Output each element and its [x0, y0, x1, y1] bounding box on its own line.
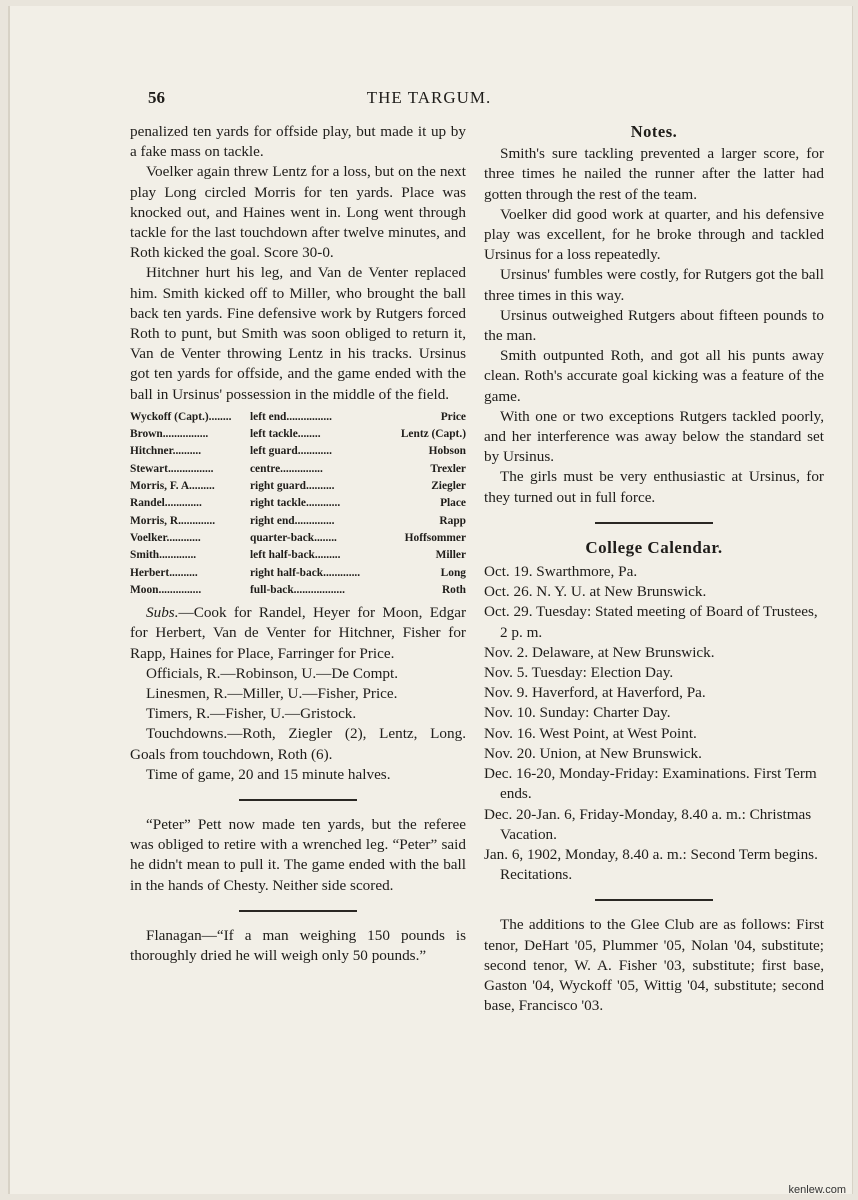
note-paragraph: With one or two exceptions Rutgers tackled poorly, and her interference was away below the standard set by Ursinus.: [484, 407, 824, 466]
rutgers-player: Voelker............: [130, 531, 201, 544]
calendar-item: Nov. 20. Union, at New Brunswick.: [484, 744, 702, 762]
calendar-item: Nov. 5. Tuesday: Election Day.: [484, 664, 674, 682]
section-divider: [239, 799, 357, 801]
calendar-item: Oct. 26. N. Y. U. at New Brunswick.: [484, 583, 707, 601]
peter-paragraph: “Peter” Pett now made ten yards, but the referee was obliged to retire with a wrenched leg. “Peter” said he didn't mean to pull it. The game ended with the ball in the hands of Chesty. Neither side scored.: [130, 815, 466, 894]
rutgers-player: Wyckoff (Capt.)........: [130, 410, 232, 423]
lineup-position: full-back..................: [250, 583, 345, 596]
note-paragraph: The girls must be very enthusiastic at Ursinus, for they turned out in full force.: [484, 468, 824, 506]
calendar-item: Nov. 10. Sunday: Charter Day.: [484, 704, 671, 722]
left-column: [130, 122, 466, 966]
note-paragraph: Smith's sure tackling prevented a larger score, for three times he nailed the runner after the latter had gotten through the rest of the team.: [484, 145, 824, 203]
game-paragraph: Hitchner hurt his leg, and Van de Venter replaced him. Smith kicked off to Miller, who brought the ball back ten yards. Fine defensive work by Rutgers forced Roth to punt, but Smith was soon obliged to return it, Van de Venter throwing Lentz in his tracks. Ursinus got ten yards for offside, and the game ended with the ball in Ursinus' possession in the middle of the field.: [130, 264, 466, 403]
substitutes-paragraph: [130, 603, 466, 664]
lineup-row: [130, 478, 466, 495]
lineup-position: left tackle........: [250, 428, 321, 441]
game-paragraph: penalized ten yards for offside play, but made it up by a fake mass on tackle.: [130, 123, 466, 161]
lineup-row: [130, 426, 466, 443]
rutgers-player: Smith.............: [130, 549, 197, 562]
ursinus-player: Ziegler: [431, 480, 466, 493]
lineup-row: [130, 582, 466, 599]
ursinus-player: Price: [440, 410, 466, 423]
lineup-position: left guard............: [250, 445, 332, 458]
lineup-position: right tackle............: [250, 497, 341, 510]
lineup-row: [130, 547, 466, 564]
ursinus-player: Lentz (Capt.): [400, 428, 466, 441]
rutgers-player: Herbert..........: [130, 566, 198, 579]
officials-line: Officials, R.—Robinson, U.—De Compt.: [146, 664, 398, 682]
lineup-row: [130, 565, 466, 582]
rutgers-player: Morris, F. A.........: [130, 480, 215, 493]
calendar-item: Oct. 29. Tuesday: Stated meeting of Board of Trustees, 2 p. m.: [484, 603, 818, 641]
lineup-row: [130, 443, 466, 460]
section-divider: [595, 899, 713, 901]
lineup-row: [130, 461, 466, 478]
ursinus-player: Long: [440, 566, 466, 579]
calendar-item: Nov. 9. Haverford, at Haverford, Pa.: [484, 684, 706, 702]
lineup-row: [130, 495, 466, 512]
lineup-row: [130, 513, 466, 530]
lineup-position: left half-back.........: [250, 549, 341, 562]
calendar-item: Jan. 6, 1902, Monday, 8.40 a. m.: Second Term begins. Recitations.: [484, 845, 818, 884]
right-column: [484, 122, 824, 1016]
ursinus-player: Rapp: [439, 514, 466, 527]
source-watermark: kenlew.com: [788, 1184, 846, 1196]
calendar-item: Oct. 19. Swarthmore, Pa.: [484, 563, 638, 581]
lineup-table: [130, 409, 466, 599]
lineup-row: [130, 530, 466, 547]
ursinus-player: Roth: [441, 583, 466, 596]
section-divider: [595, 522, 713, 524]
game-paragraph: Voelker again threw Lentz for a loss, but on the next play Long circled Morris for ten yards. Place was knocked out, and Haines went in. Long went through tackle for the last touchdown after twelve minutes, and Roth kicked the goal. Score 30-0.: [130, 163, 466, 262]
calendar-item: Dec. 20-Jan. 6, Friday-Monday, 8.40 a. m.: Christmas Vacation.: [484, 805, 812, 843]
ursinus-player: Hoffsommer: [404, 531, 466, 544]
notes-heading: Notes.: [630, 122, 678, 141]
lineup-position: centre...............: [250, 462, 323, 475]
rutgers-player: Hitchner..........: [130, 445, 202, 458]
calendar-list: [484, 562, 824, 885]
lineup-position: right half-back.............: [250, 566, 361, 579]
page-number: 56: [148, 88, 165, 107]
timers-line: Timers, R.—Fisher, U.—Gristock.: [146, 705, 357, 723]
linesmen-line: Linesmen, R.—Miller, U.—Fisher, Price.: [146, 684, 398, 702]
ursinus-player: Hobson: [428, 445, 466, 458]
ursinus-player: Trexler: [430, 462, 466, 475]
subs-text: —Cook for Randel, Heyer for Moon, Edgar for Herbert, Van de Venter for Hitchner, Fisher for Rapp, Haines for Place, Farringer for Price.: [130, 604, 466, 662]
rutgers-player: Stewart................: [130, 462, 214, 475]
section-divider: [239, 910, 357, 912]
calendar-item: Nov. 2. Delaware, at New Brunswick.: [484, 643, 715, 661]
calendar-item: Dec. 16-20, Monday-Friday: Examinations. First Term ends.: [484, 765, 817, 803]
touchdowns-line: Touchdowns.—Roth, Ziegler (2), Lentz, Long. Goals from touchdown, Roth (6).: [130, 725, 466, 763]
lineup-position: right end..............: [250, 514, 335, 527]
time-of-game-line: Time of game, 20 and 15 minute halves.: [146, 765, 391, 783]
note-paragraph: Ursinus' fumbles were costly, for Rutgers got the ball three times in this way.: [484, 266, 824, 304]
lineup-row: [130, 409, 466, 426]
note-paragraph: Voelker did good work at quarter, and his defensive play was excellent, for he broke through and tackled Ursinus for a loss repeatedly.: [484, 205, 824, 264]
flanagan-paragraph: Flanagan—“If a man weighing 150 pounds is thoroughly dried he will weigh only 50 pounds.”: [130, 926, 466, 964]
calendar-heading: College Calendar.: [585, 537, 723, 557]
rutgers-player: Moon...............: [130, 583, 202, 596]
page-header: [0, 82, 858, 112]
rutgers-player: Morris, R.............: [130, 514, 216, 527]
note-paragraph: Smith outpunted Roth, and got all his punts away clean. Roth's accurate goal kicking was a feature of the game.: [484, 347, 824, 405]
glee-club-paragraph: The additions to the Glee Club are as follows: First tenor, DeHart '05, Plummer '05, Nolan '04, substitute; second tenor, W. A. Fisher '03, substitute; first base, Gaston '04, Wyckoff '05, Wittig '04, substitute; second base, Francisco '03.: [484, 916, 824, 1015]
lineup-position: quarter-back........: [250, 531, 337, 544]
ursinus-player: Miller: [435, 549, 466, 562]
rutgers-player: Brown................: [130, 428, 209, 441]
rutgers-player: Randel.............: [130, 497, 202, 510]
lineup-position: left end................: [250, 410, 332, 423]
calendar-item: Nov. 16. West Point, at West Point.: [484, 724, 697, 742]
running-title: THE TARGUM.: [366, 88, 492, 107]
ursinus-player: Place: [440, 497, 466, 510]
subs-label: Subs.: [146, 604, 179, 622]
lineup-position: right guard..........: [250, 480, 335, 493]
note-paragraph: Ursinus outweighed Rutgers about fifteen pounds to the man.: [484, 306, 824, 345]
